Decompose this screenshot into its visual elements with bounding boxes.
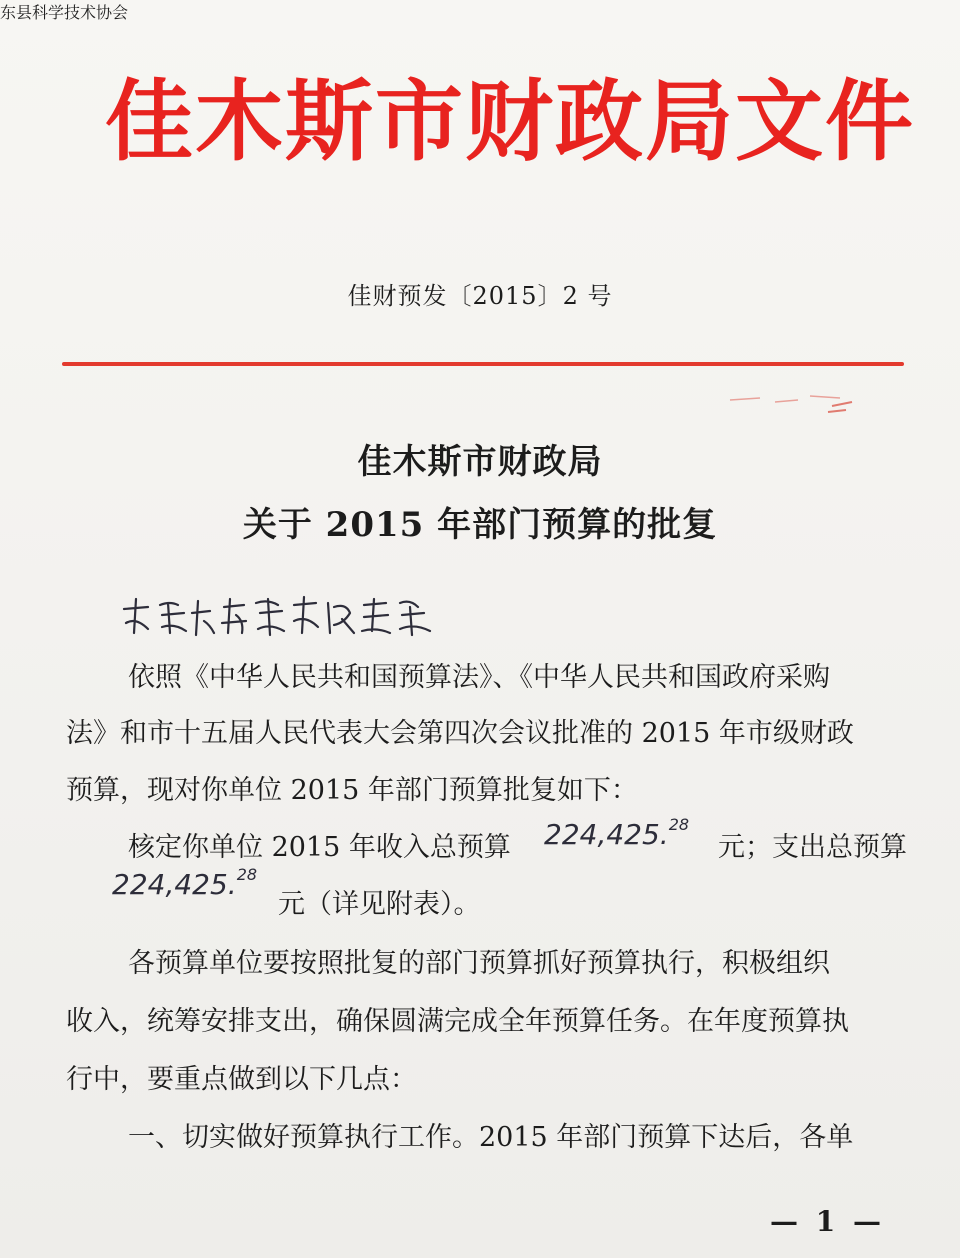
body-text: 法》和市十五届人民代表大会第四次会议批准的 2015 年市级财政 (66, 718, 854, 749)
red-divider-line (62, 362, 904, 366)
body-text: 行中，要重点做到以下几点： (66, 1064, 417, 1095)
body-text: 预算，现对你单位 2015 年部门预算批复如下： (66, 775, 638, 806)
handwritten-addressee (118, 593, 438, 641)
document-title-line2: 关于 2015 年部门预算的批复 (242, 505, 718, 545)
body-text: 元（详见附表）。 (278, 889, 481, 920)
page-number: — 1 — (770, 1205, 885, 1238)
addressee-text: 东县科学技术协会 (0, 3, 129, 22)
body-text: 元；支出总预算 (718, 832, 907, 863)
income-amount-cents: 28 (668, 814, 690, 834)
handwritten-income-amount (544, 814, 690, 851)
body-text: 各预算单位要按照批复的部门预算抓好预算执行，积极组织 (128, 948, 830, 979)
red-ink-smudge (720, 388, 860, 418)
body-text: 收入，统筹安排支出，确保圆满完成全年预算任务。在年度预算执 (66, 1006, 849, 1037)
expense-amount: 224,425. (112, 868, 237, 901)
expense-amount-cents: 28 (236, 864, 258, 884)
masthead-title: 佳木斯市财政局文件 (105, 70, 916, 173)
body-text: 核定你单位 2015 年收入总预算 (128, 832, 511, 863)
document-title-line1: 佳木斯市财政局 (357, 442, 603, 482)
income-amount: 224,425. (544, 818, 669, 851)
body-text: 依照《中华人民共和国预算法》、《中华人民共和国政府采购 (128, 662, 830, 693)
handwritten-expense-amount (112, 864, 258, 901)
document-number: 佳财预发〔2015〕2 号 (347, 282, 613, 310)
body-text: 一、切实做好预算执行工作。2015 年部门预算下达后，各单 (128, 1122, 854, 1153)
